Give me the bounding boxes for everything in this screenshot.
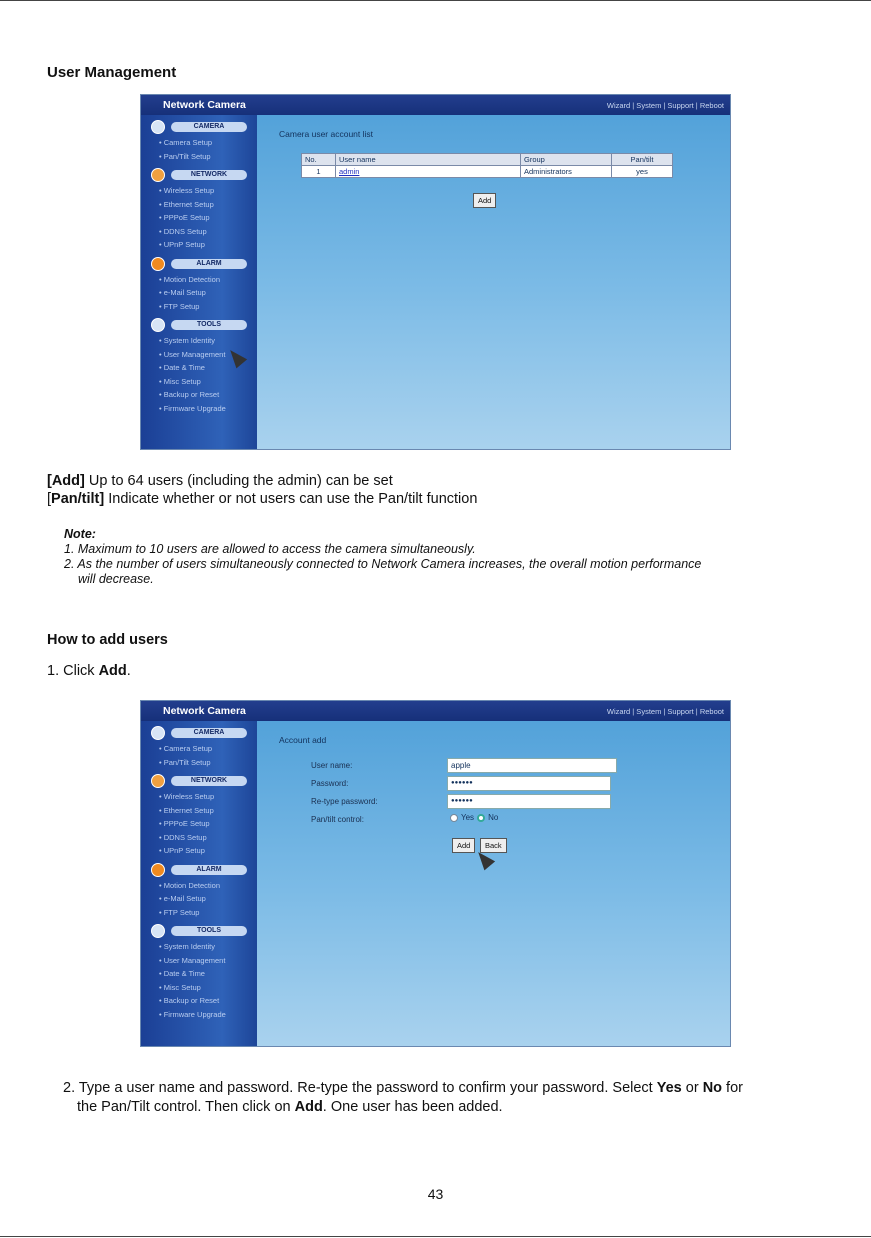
sidebar xyxy=(141,115,257,449)
sidebar-item[interactable]: • User Management xyxy=(159,954,257,968)
password-input[interactable]: ●●●●●● xyxy=(447,776,611,791)
section-label: CAMERA xyxy=(171,728,247,738)
user-table xyxy=(301,153,673,178)
sidebar-item[interactable]: • Motion Detection xyxy=(159,273,257,287)
list-heading: Camera user account list xyxy=(279,129,374,139)
radio-no[interactable] xyxy=(477,814,485,822)
page-number: 43 xyxy=(427,1186,444,1202)
section-icon xyxy=(151,863,165,877)
sidebar-item[interactable]: • DDNS Setup xyxy=(159,831,257,845)
section-label: CAMERA xyxy=(171,122,247,132)
back-button[interactable]: Back xyxy=(480,838,507,853)
section-label: NETWORK xyxy=(171,776,247,786)
app-header xyxy=(141,95,730,115)
add-button[interactable]: Add xyxy=(473,193,496,208)
col-group: Group xyxy=(521,154,612,166)
sidebar-item[interactable]: • Misc Setup xyxy=(159,375,257,389)
section-label: ALARM xyxy=(171,865,247,875)
sidebar-item[interactable]: • FTP Setup xyxy=(159,300,257,314)
add-button[interactable]: Add xyxy=(452,838,475,853)
sidebar-item[interactable]: • UPnP Setup xyxy=(159,238,257,252)
sidebar-item[interactable]: • Ethernet Setup xyxy=(159,804,257,818)
sidebar-item[interactable]: • Pan/Tilt Setup xyxy=(159,756,257,770)
sidebar-item[interactable]: • Firmware Upgrade xyxy=(159,1008,257,1022)
sidebar-item[interactable]: • Camera Setup xyxy=(159,742,257,756)
col-no: No. xyxy=(302,154,336,166)
retype-password-input[interactable]: ●●●●●● xyxy=(447,794,611,809)
sidebar-item[interactable]: • DDNS Setup xyxy=(159,225,257,239)
sidebar-item[interactable]: • User Management xyxy=(159,348,257,362)
sidebar-section xyxy=(151,166,257,184)
pantilt-radio-group: Yes No xyxy=(450,813,498,822)
sidebar-item[interactable]: • Firmware Upgrade xyxy=(159,402,257,416)
sidebar-section xyxy=(151,772,257,790)
username-input[interactable]: apple xyxy=(447,758,617,773)
app-header xyxy=(141,701,730,721)
sidebar-section xyxy=(151,255,257,273)
step-2: 2. Type a user name and password. Re-type the password to confirm your password. Select Yes or No for the Pan/Tilt control. Then click on Add. One user has been added. xyxy=(63,1080,743,1115)
sidebar-item[interactable]: • Misc Setup xyxy=(159,981,257,995)
section-icon xyxy=(151,924,165,938)
top-links[interactable]: Wizard | System | Support | Reboot xyxy=(606,706,724,716)
sidebar-item[interactable]: • PPPoE Setup xyxy=(159,211,257,225)
top-rule xyxy=(0,0,871,1)
screenshot-user-list xyxy=(140,94,731,450)
sidebar-item[interactable]: • Camera Setup xyxy=(159,136,257,150)
desc-add: [Add] Up to 64 users (including the admin) can be set xyxy=(47,473,393,489)
sidebar-item[interactable]: • e-Mail Setup xyxy=(159,892,257,906)
sidebar-item[interactable]: • System Identity xyxy=(159,940,257,954)
step-1: 1. Click Add. xyxy=(47,663,131,679)
section-label: NETWORK xyxy=(171,170,247,180)
sidebar-item[interactable]: • Wireless Setup xyxy=(159,184,257,198)
section-icon xyxy=(151,774,165,788)
section-label: TOOLS xyxy=(171,926,247,936)
note: Note: 1. Maximum to 10 users are allowed to access the camera simultaneously. 2. As the number of users simultaneously connected to Network Camera increases, the overall motion performance will decrease. xyxy=(64,527,702,586)
sidebar-item[interactable]: • Date & Time xyxy=(159,967,257,981)
brand: Network Camera xyxy=(163,705,246,717)
brand: Network Camera xyxy=(163,99,246,111)
section-label: ALARM xyxy=(171,259,247,269)
section-icon xyxy=(151,726,165,740)
sidebar xyxy=(141,721,257,1046)
sidebar-item[interactable]: • Backup or Reset xyxy=(159,994,257,1008)
sidebar-item[interactable]: • Motion Detection xyxy=(159,879,257,893)
sidebar-item[interactable]: • FTP Setup xyxy=(159,906,257,920)
col-pantilt: Pan/tilt xyxy=(612,154,673,166)
section-title: User Management xyxy=(47,64,177,81)
radio-yes[interactable] xyxy=(450,814,458,822)
sidebar-item[interactable]: • Ethernet Setup xyxy=(159,198,257,212)
section-icon xyxy=(151,257,165,271)
user-link[interactable]: admin xyxy=(336,166,521,178)
section-icon xyxy=(151,168,165,182)
howto-title: How to add users xyxy=(47,632,168,648)
sidebar-section xyxy=(151,922,257,940)
sidebar-item[interactable]: • UPnP Setup xyxy=(159,844,257,858)
sidebar-item[interactable]: • System Identity xyxy=(159,334,257,348)
sidebar-section xyxy=(151,861,257,879)
sidebar-section xyxy=(151,724,257,742)
sidebar-section xyxy=(151,316,257,334)
sidebar-item[interactable]: • Date & Time xyxy=(159,361,257,375)
screenshot-account-add: Network Camera Wizard | System | Support | Reboot CAMERA • Camera Setup • Pan/Tilt Setup NETWORK • Wireless Setup • Ethernet Setup • PPPoE Setup • DDNS Setup • UPnP Setup ALARM • Motion Detection • e-Mail Setup • FTP Setup TOOLS • System Identity • User Management • Date & Time • Misc Setup • Backup or Reset • Firmware Upgrade Account add User name: Password: Re-type password: Pan/tilt control: apple ●●●●●● ●●●●●● Yes No Add Back xyxy=(140,700,731,1047)
table-row: 1 admin Administrators yes xyxy=(302,166,673,178)
sidebar-item[interactable]: • Pan/Tilt Setup xyxy=(159,150,257,164)
sidebar-item[interactable]: • e-Mail Setup xyxy=(159,286,257,300)
col-username: User name xyxy=(336,154,521,166)
section-label: TOOLS xyxy=(171,320,247,330)
sidebar-item[interactable]: • PPPoE Setup xyxy=(159,817,257,831)
top-links[interactable]: Wizard | System | Support | Reboot xyxy=(606,100,724,110)
section-icon xyxy=(151,120,165,134)
sidebar-item[interactable]: • Backup or Reset xyxy=(159,388,257,402)
sidebar-item[interactable]: • Wireless Setup xyxy=(159,790,257,804)
form-heading: Account add xyxy=(279,735,327,745)
bottom-rule xyxy=(0,1236,871,1237)
sidebar-section xyxy=(151,118,257,136)
desc-pantilt: [Pan/tilt] Indicate whether or not users can use the Pan/tilt function xyxy=(47,491,478,507)
section-icon xyxy=(151,318,165,332)
